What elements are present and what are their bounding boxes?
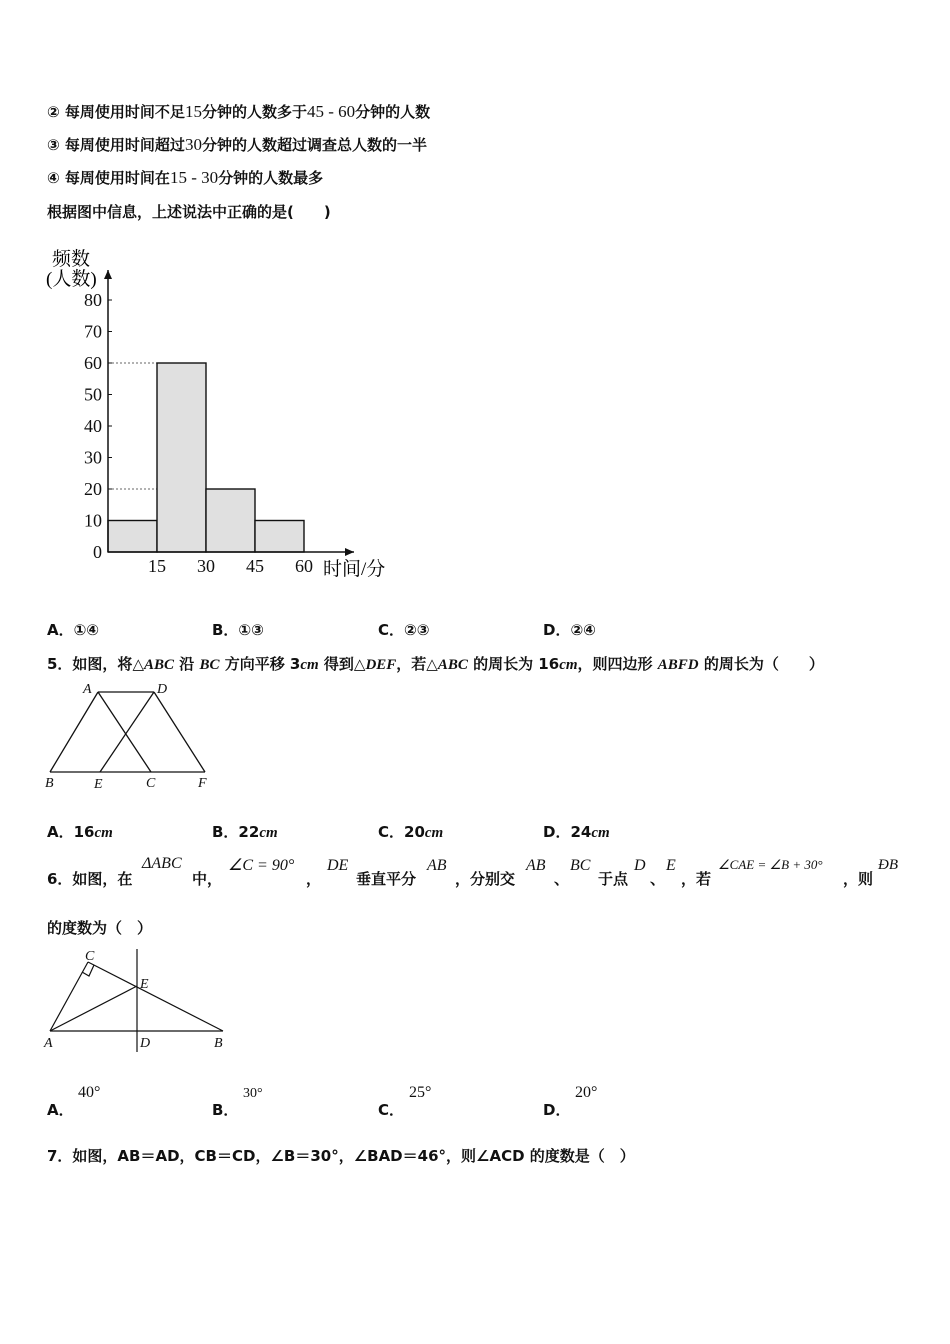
- histogram-bar-30-45: [206, 489, 255, 552]
- y-tick-label-70: 70: [84, 321, 102, 342]
- q6-ruo: ，若: [681, 870, 712, 888]
- q6-figure: [40, 945, 240, 1060]
- y-axis-arrow: [104, 270, 112, 279]
- q6-triangle: ΔABC: [142, 855, 182, 872]
- label-d: D: [140, 1036, 151, 1051]
- y-axis-label-2: (人数): [46, 269, 97, 290]
- label-b: B: [214, 1036, 223, 1051]
- q6-e: E: [666, 857, 676, 874]
- q6-option-a[interactable]: A．: [47, 1101, 74, 1119]
- q4-option-b[interactable]: B．①③: [212, 621, 264, 639]
- label-e: E: [94, 777, 103, 790]
- q6-dun2: 、: [650, 870, 666, 888]
- statement-2: ② 每周使用时间不足15分钟的人数多于45 - 60分钟的人数: [47, 102, 431, 121]
- q6-prefix: 6．如图，在: [47, 870, 133, 888]
- y-tick-label-20: 20: [84, 479, 102, 499]
- q6-dun: 、: [554, 870, 570, 888]
- q4-prompt: 根据图中信息，上述说法中正确的是( ): [47, 203, 331, 221]
- q4-option-c[interactable]: C．②③: [378, 621, 430, 639]
- q6-zhong: 中，: [192, 870, 223, 888]
- label-a: A: [83, 682, 92, 697]
- q5-option-d[interactable]: D．24cm: [543, 823, 610, 841]
- q6-de: DE: [327, 857, 349, 874]
- y-tick-label-10: 10: [84, 510, 102, 531]
- q6-d: D: [634, 857, 646, 874]
- q5-option-b[interactable]: B．22cm: [212, 823, 278, 841]
- label-b: B: [45, 776, 54, 790]
- q6-yudian: 于点: [598, 870, 629, 888]
- y-axis-label-1: 频数: [52, 249, 91, 270]
- histogram-bar-15-30: [157, 363, 206, 552]
- label-a: A: [44, 1036, 53, 1051]
- statement-4: ④ 每周使用时间在15 - 30分钟的人数最多: [47, 168, 324, 187]
- q5-figure: [42, 680, 222, 790]
- q7-text: 7．如图，AB＝AD，CB＝CD，∠B＝30°，∠BAD＝46°，则∠ACD 的度数是（ ）: [47, 1147, 635, 1165]
- segment-cb: [88, 962, 223, 1031]
- y-tick-label-80: 80: [84, 290, 102, 310]
- q6-chuizhi: 垂直平分: [356, 870, 417, 888]
- q6-ab1: AB: [427, 857, 447, 874]
- q6-bc: BC: [570, 857, 591, 874]
- y-tick-label-30: 30: [84, 447, 102, 468]
- histogram-bar-45-60: [255, 521, 304, 553]
- segment-ab: [50, 692, 98, 772]
- q6-option-c[interactable]: C．: [378, 1101, 405, 1119]
- q6-ab2: AB: [526, 857, 546, 874]
- q6-option-b[interactable]: B．: [212, 1101, 239, 1119]
- y-tick-label-60: 60: [84, 353, 102, 373]
- q6-angle-b: ÐB: [878, 857, 898, 873]
- histogram-bar-0-15: [108, 521, 157, 553]
- label-f: F: [198, 776, 207, 790]
- q6-option-d[interactable]: D．: [543, 1101, 571, 1119]
- label-e: E: [140, 977, 149, 992]
- q6-option-c-value: 25°: [409, 1084, 432, 1101]
- q6-line2: 的度数为（ ）: [47, 919, 153, 937]
- q4-option-d[interactable]: D．②④: [543, 621, 596, 639]
- q5-option-a[interactable]: A．16cm: [47, 823, 113, 841]
- y-tick-label-0: 0: [93, 542, 102, 562]
- q6-condition: ∠CAE = ∠B + 30°: [718, 857, 823, 872]
- y-tick-label-40: 40: [84, 416, 102, 436]
- statement-3: ③ 每周使用时间超过30分钟的人数超过调查总人数的一半: [47, 135, 427, 154]
- q6-ze: ，则: [843, 870, 874, 888]
- x-tick-label-60: 60: [295, 556, 313, 576]
- segment-ac: [98, 692, 151, 772]
- q6-option-b-value: 30°: [243, 1086, 263, 1101]
- x-axis-label: 时间/分: [323, 559, 386, 580]
- x-tick-label-45: 45: [246, 556, 264, 576]
- q4-option-a[interactable]: A．①④: [47, 621, 100, 639]
- q6-fenbie: ，分别交: [455, 870, 516, 888]
- x-tick-label-30: 30: [197, 556, 215, 576]
- label-d: D: [157, 682, 168, 697]
- q6-option-d-value: 20°: [575, 1084, 598, 1101]
- y-tick-label-50: 50: [84, 384, 102, 405]
- q5-option-c[interactable]: C．20cm: [378, 823, 444, 841]
- q5-text: 5．如图，将△ABC 沿 BC 方向平移 3cm 得到△DEF，若△ABC 的周长为 16cm，则四边形 ABFD 的周长为（ ）: [47, 655, 824, 673]
- q6-comma: ，: [306, 870, 322, 888]
- histogram-chart: [40, 232, 400, 592]
- label-c: C: [146, 776, 156, 790]
- x-axis-arrow: [345, 548, 354, 556]
- q6-angle-c: ∠C = 90°: [228, 857, 295, 874]
- q6-option-a-value: 40°: [78, 1084, 101, 1101]
- segment-df: [154, 692, 205, 772]
- label-c: C: [85, 949, 95, 964]
- segment-de: [100, 692, 154, 772]
- x-tick-label-15: 15: [148, 556, 166, 576]
